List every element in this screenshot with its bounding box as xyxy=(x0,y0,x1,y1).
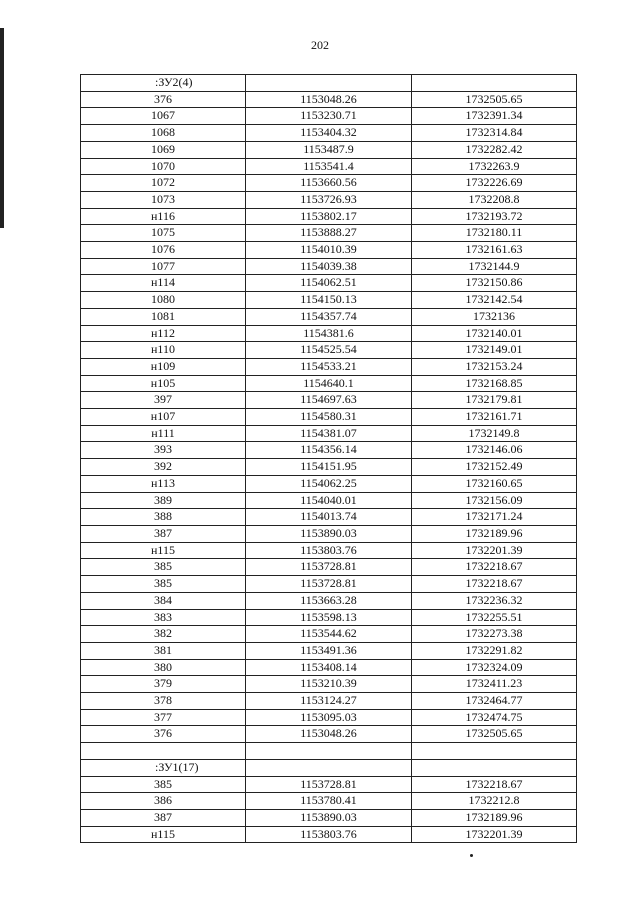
x-coordinate-cell: 1153048.26 xyxy=(246,91,412,108)
y-coordinate-cell: 1732152.49 xyxy=(412,459,577,476)
point-id-cell: 1076 xyxy=(81,242,246,259)
table-row xyxy=(81,158,577,175)
table-row xyxy=(81,325,577,342)
table-row xyxy=(81,626,577,643)
x-coordinate-cell: 1153487.9 xyxy=(246,141,412,158)
y-coordinate-cell: 1732226.69 xyxy=(412,175,577,192)
table-row xyxy=(81,826,577,843)
section-header-row xyxy=(81,75,577,92)
y-coordinate-cell: 1732189.96 xyxy=(412,809,577,826)
table-row xyxy=(81,108,577,125)
y-coordinate-cell: 1732273.38 xyxy=(412,626,577,643)
table-row xyxy=(81,525,577,542)
x-coordinate-cell: 1153728.81 xyxy=(246,559,412,576)
y-coordinate-cell: 1732171.24 xyxy=(412,509,577,526)
y-coordinate-cell: 1732189.96 xyxy=(412,525,577,542)
y-coordinate-cell: 1732149.8 xyxy=(412,425,577,442)
x-coordinate-cell: 1153803.76 xyxy=(246,826,412,843)
table-row xyxy=(81,358,577,375)
empty-cell xyxy=(412,759,577,776)
table-row xyxy=(81,175,577,192)
coordinates-table xyxy=(80,74,577,843)
section-header-row xyxy=(81,759,577,776)
y-coordinate-cell: 1732324.09 xyxy=(412,659,577,676)
spacer-row xyxy=(81,743,577,760)
y-coordinate-cell: 1732218.67 xyxy=(412,776,577,793)
x-coordinate-cell: 1154525.54 xyxy=(246,342,412,359)
x-coordinate-cell: 1154381.6 xyxy=(246,325,412,342)
x-coordinate-cell: 1154697.63 xyxy=(246,392,412,409)
y-coordinate-cell: 1732218.67 xyxy=(412,576,577,593)
section-label: :ЗУ1(17) xyxy=(81,759,246,776)
point-id-cell: н111 xyxy=(81,425,246,442)
point-id-cell: 380 xyxy=(81,659,246,676)
x-coordinate-cell: 1153803.76 xyxy=(246,542,412,559)
y-coordinate-cell: 1732140.01 xyxy=(412,325,577,342)
point-id-cell: 376 xyxy=(81,91,246,108)
x-coordinate-cell: 1153544.62 xyxy=(246,626,412,643)
point-id-cell: 1075 xyxy=(81,225,246,242)
x-coordinate-cell: 1154062.51 xyxy=(246,275,412,292)
point-id-cell: 382 xyxy=(81,626,246,643)
empty-cell xyxy=(246,759,412,776)
table-row xyxy=(81,225,577,242)
x-coordinate-cell: 1154381.07 xyxy=(246,425,412,442)
table-row xyxy=(81,292,577,309)
y-coordinate-cell: 1732218.67 xyxy=(412,559,577,576)
point-id-cell: н113 xyxy=(81,475,246,492)
y-coordinate-cell: 1732505.65 xyxy=(412,726,577,743)
y-coordinate-cell: 1732505.65 xyxy=(412,91,577,108)
point-id-cell: 1068 xyxy=(81,125,246,142)
empty-cell xyxy=(246,75,412,92)
point-id-cell: 388 xyxy=(81,509,246,526)
x-coordinate-cell: 1153491.36 xyxy=(246,642,412,659)
x-coordinate-cell: 1153095.03 xyxy=(246,709,412,726)
scan-edge-mark xyxy=(0,28,4,228)
empty-cell xyxy=(412,75,577,92)
y-coordinate-cell: 1732150.86 xyxy=(412,275,577,292)
table-row xyxy=(81,693,577,710)
table-row xyxy=(81,342,577,359)
table-row xyxy=(81,609,577,626)
x-coordinate-cell: 1154357.74 xyxy=(246,308,412,325)
table-row xyxy=(81,726,577,743)
scan-smudge xyxy=(268,858,368,888)
section-label: :ЗУ2(4) xyxy=(81,75,246,92)
y-coordinate-cell: 1732168.85 xyxy=(412,375,577,392)
point-id-cell: 1081 xyxy=(81,308,246,325)
table-row xyxy=(81,592,577,609)
x-coordinate-cell: 1154040.01 xyxy=(246,492,412,509)
x-coordinate-cell: 1153888.27 xyxy=(246,225,412,242)
x-coordinate-cell: 1153230.71 xyxy=(246,108,412,125)
point-id-cell: н107 xyxy=(81,409,246,426)
point-id-cell: н115 xyxy=(81,542,246,559)
point-id-cell: 397 xyxy=(81,392,246,409)
point-id-cell: 1069 xyxy=(81,141,246,158)
x-coordinate-cell: 1154062.25 xyxy=(246,475,412,492)
scan-speck xyxy=(470,854,473,857)
table-row xyxy=(81,275,577,292)
table-row xyxy=(81,659,577,676)
y-coordinate-cell: 1732255.51 xyxy=(412,609,577,626)
point-id-cell: н115 xyxy=(81,826,246,843)
point-id-cell: 377 xyxy=(81,709,246,726)
table-row xyxy=(81,258,577,275)
point-id-cell: 392 xyxy=(81,459,246,476)
table-row xyxy=(81,709,577,726)
y-coordinate-cell: 1732136 xyxy=(412,308,577,325)
table-row xyxy=(81,509,577,526)
y-coordinate-cell: 1732149.01 xyxy=(412,342,577,359)
x-coordinate-cell: 1153404.32 xyxy=(246,125,412,142)
table-row xyxy=(81,576,577,593)
x-coordinate-cell: 1153890.03 xyxy=(246,809,412,826)
point-id-cell: н109 xyxy=(81,358,246,375)
y-coordinate-cell: 1732282.42 xyxy=(412,141,577,158)
table-row xyxy=(81,375,577,392)
x-coordinate-cell: 1153728.81 xyxy=(246,776,412,793)
y-coordinate-cell: 1732160.65 xyxy=(412,475,577,492)
y-coordinate-cell: 1732464.77 xyxy=(412,693,577,710)
point-id-cell: н116 xyxy=(81,208,246,225)
point-id-cell: 384 xyxy=(81,592,246,609)
y-coordinate-cell: 1732161.63 xyxy=(412,242,577,259)
empty-cell xyxy=(246,743,412,760)
x-coordinate-cell: 1154151.95 xyxy=(246,459,412,476)
point-id-cell: 1077 xyxy=(81,258,246,275)
table-row xyxy=(81,793,577,810)
point-id-cell: 1070 xyxy=(81,158,246,175)
point-id-cell: 385 xyxy=(81,559,246,576)
point-id-cell: н114 xyxy=(81,275,246,292)
y-coordinate-cell: 1732474.75 xyxy=(412,709,577,726)
y-coordinate-cell: 1732314.84 xyxy=(412,125,577,142)
x-coordinate-cell: 1153726.93 xyxy=(246,191,412,208)
x-coordinate-cell: 1154039.38 xyxy=(246,258,412,275)
table-row xyxy=(81,642,577,659)
table-row xyxy=(81,125,577,142)
point-id-cell: 1067 xyxy=(81,108,246,125)
table-row xyxy=(81,191,577,208)
y-coordinate-cell: 1732144.9 xyxy=(412,258,577,275)
point-id-cell: 1073 xyxy=(81,191,246,208)
empty-cell xyxy=(81,743,246,760)
x-coordinate-cell: 1153541.4 xyxy=(246,158,412,175)
table-row xyxy=(81,492,577,509)
y-coordinate-cell: 1732161.71 xyxy=(412,409,577,426)
y-coordinate-cell: 1732263.9 xyxy=(412,158,577,175)
x-coordinate-cell: 1154640.1 xyxy=(246,375,412,392)
table-row xyxy=(81,559,577,576)
y-coordinate-cell: 1732193.72 xyxy=(412,208,577,225)
x-coordinate-cell: 1154150.13 xyxy=(246,292,412,309)
x-coordinate-cell: 1153598.13 xyxy=(246,609,412,626)
table-row xyxy=(81,392,577,409)
x-coordinate-cell: 1153210.39 xyxy=(246,676,412,693)
point-id-cell: н112 xyxy=(81,325,246,342)
point-id-cell: 1080 xyxy=(81,292,246,309)
table-row xyxy=(81,242,577,259)
point-id-cell: 393 xyxy=(81,442,246,459)
table-row xyxy=(81,425,577,442)
x-coordinate-cell: 1154356.14 xyxy=(246,442,412,459)
table-row xyxy=(81,542,577,559)
x-coordinate-cell: 1154533.21 xyxy=(246,358,412,375)
x-coordinate-cell: 1153408.14 xyxy=(246,659,412,676)
point-id-cell: 389 xyxy=(81,492,246,509)
x-coordinate-cell: 1153663.28 xyxy=(246,592,412,609)
point-id-cell: 1072 xyxy=(81,175,246,192)
y-coordinate-cell: 1732208.8 xyxy=(412,191,577,208)
x-coordinate-cell: 1153890.03 xyxy=(246,525,412,542)
y-coordinate-cell: 1732212.8 xyxy=(412,793,577,810)
y-coordinate-cell: 1732180.11 xyxy=(412,225,577,242)
table-row xyxy=(81,676,577,693)
point-id-cell: 387 xyxy=(81,525,246,542)
point-id-cell: н105 xyxy=(81,375,246,392)
y-coordinate-cell: 1732201.39 xyxy=(412,542,577,559)
point-id-cell: 381 xyxy=(81,642,246,659)
x-coordinate-cell: 1153780.41 xyxy=(246,793,412,810)
x-coordinate-cell: 1153124.27 xyxy=(246,693,412,710)
point-id-cell: н110 xyxy=(81,342,246,359)
table-row xyxy=(81,308,577,325)
y-coordinate-cell: 1732411.23 xyxy=(412,676,577,693)
y-coordinate-cell: 1732201.39 xyxy=(412,826,577,843)
x-coordinate-cell: 1153728.81 xyxy=(246,576,412,593)
point-id-cell: 386 xyxy=(81,793,246,810)
table-row xyxy=(81,409,577,426)
y-coordinate-cell: 1732179.81 xyxy=(412,392,577,409)
point-id-cell: 378 xyxy=(81,693,246,710)
x-coordinate-cell: 1153660.56 xyxy=(246,175,412,192)
table-row xyxy=(81,141,577,158)
point-id-cell: 383 xyxy=(81,609,246,626)
x-coordinate-cell: 1154013.74 xyxy=(246,509,412,526)
y-coordinate-cell: 1732291.82 xyxy=(412,642,577,659)
empty-cell xyxy=(412,743,577,760)
table-row xyxy=(81,459,577,476)
y-coordinate-cell: 1732146.06 xyxy=(412,442,577,459)
table-row xyxy=(81,442,577,459)
table-row xyxy=(81,91,577,108)
table-row xyxy=(81,776,577,793)
y-coordinate-cell: 1732153.24 xyxy=(412,358,577,375)
page-number: 202 xyxy=(311,38,329,52)
table-row xyxy=(81,208,577,225)
x-coordinate-cell: 1154010.39 xyxy=(246,242,412,259)
x-coordinate-cell: 1154580.31 xyxy=(246,409,412,426)
x-coordinate-cell: 1153802.17 xyxy=(246,208,412,225)
point-id-cell: 385 xyxy=(81,576,246,593)
table-row xyxy=(81,809,577,826)
point-id-cell: 387 xyxy=(81,809,246,826)
x-coordinate-cell: 1153048.26 xyxy=(246,726,412,743)
point-id-cell: 379 xyxy=(81,676,246,693)
point-id-cell: 385 xyxy=(81,776,246,793)
table-row xyxy=(81,475,577,492)
point-id-cell: 376 xyxy=(81,726,246,743)
y-coordinate-cell: 1732156.09 xyxy=(412,492,577,509)
y-coordinate-cell: 1732236.32 xyxy=(412,592,577,609)
y-coordinate-cell: 1732142.54 xyxy=(412,292,577,309)
y-coordinate-cell: 1732391.34 xyxy=(412,108,577,125)
